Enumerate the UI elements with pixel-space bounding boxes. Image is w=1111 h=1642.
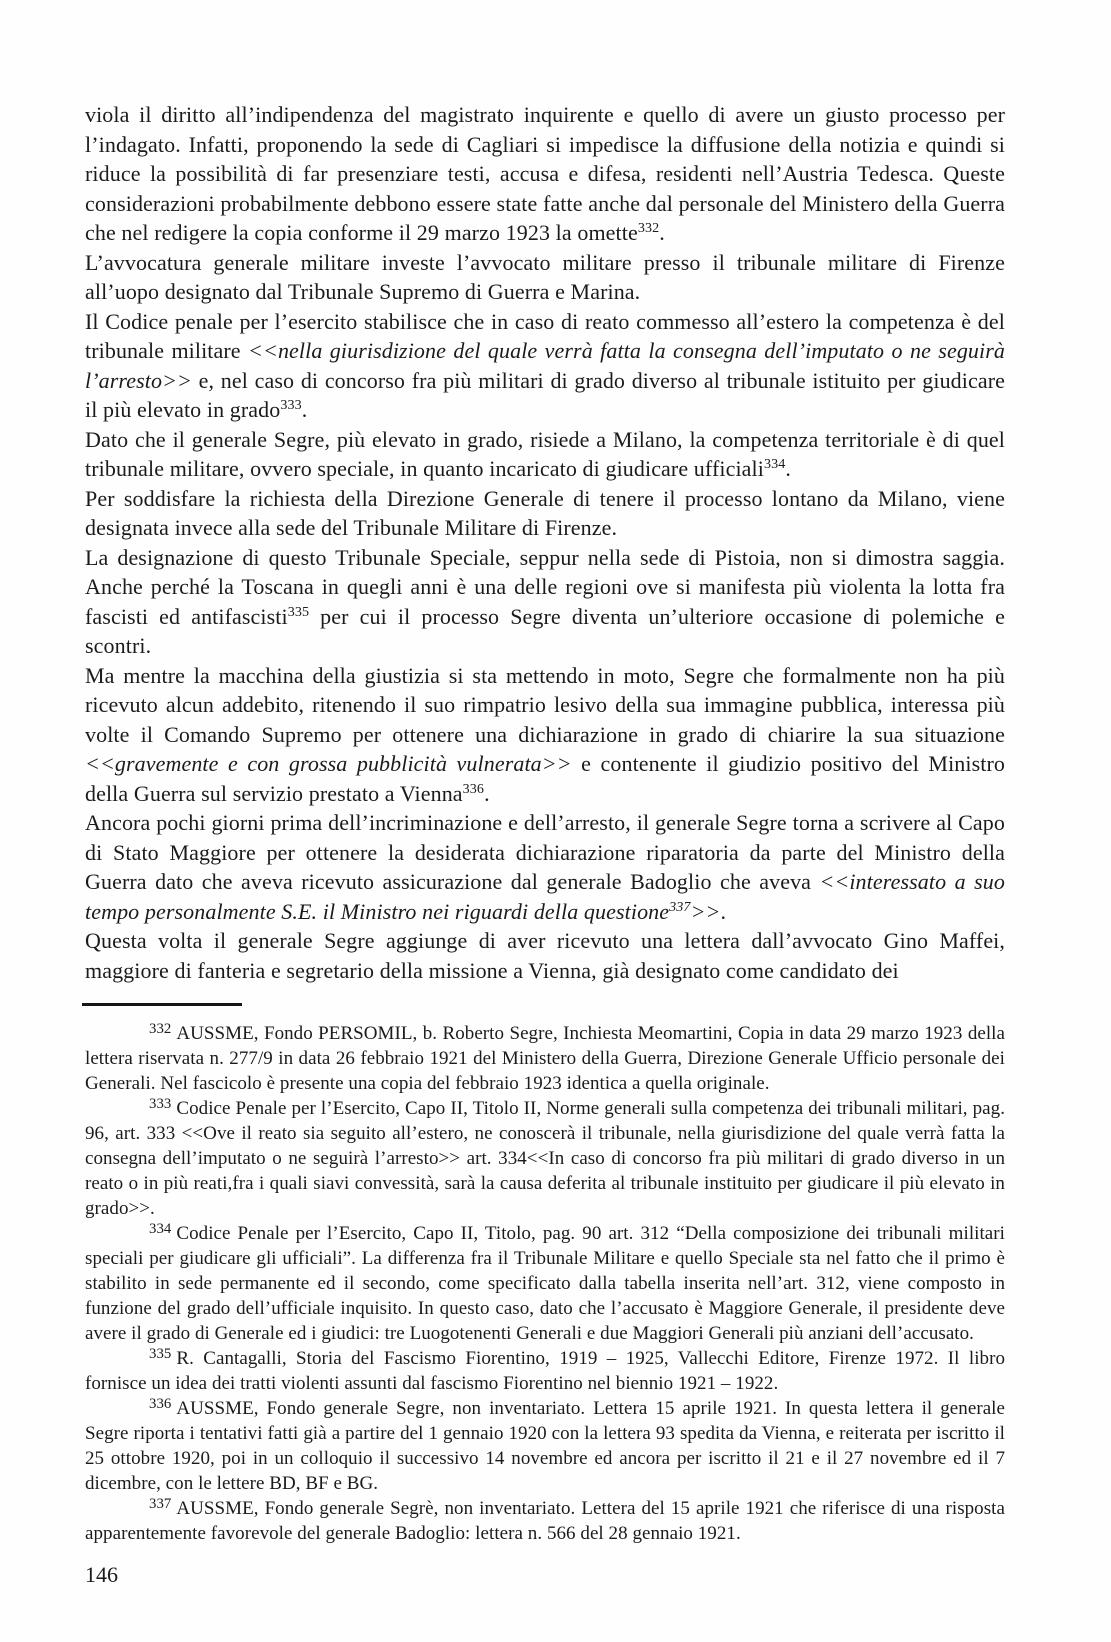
footnote-ref-336: 336 bbox=[462, 780, 485, 797]
footnote-334 bbox=[85, 1221, 1005, 1346]
paragraph-2 bbox=[85, 248, 1005, 307]
footnote-number-336: 336 bbox=[149, 1396, 172, 1413]
footnote-number-335: 335 bbox=[149, 1346, 172, 1363]
text-run: <<nella giurisdizione del quale verrà fatta la consegna dell’imputato o ne seguirà l’arresto>> bbox=[85, 338, 1005, 393]
text-run: La designazione di questo Tribunale Speciale, seppur nella sede di Pistoia, non si dimostra saggia. Anche perché la Toscana in quegli anni è una delle regioni ove si manifesta più violenta la lotta fra fascisti ed antifascisti bbox=[85, 544, 1005, 629]
paragraph-9 bbox=[85, 926, 1005, 985]
text-run: . bbox=[484, 780, 490, 806]
footnote-332 bbox=[85, 1021, 1005, 1096]
footnote-ref-333: 333 bbox=[280, 397, 302, 414]
text-run: . bbox=[720, 898, 727, 924]
footnote-337 bbox=[85, 1496, 1005, 1546]
text-run: . bbox=[659, 220, 665, 245]
text-run: . bbox=[301, 397, 308, 422]
text-run: Questa volta il generale Segre aggiunge di aver ricevuto una lettera dall’avvocato Gino Maffei, maggiore di fanteria e segretario della missione a Vienna, già designato come candidato dei bbox=[85, 928, 1005, 983]
text-run: <<interessato a suo tempo personalmente S.E. il Ministro nei riguardi della questione bbox=[85, 869, 1005, 924]
paragraph-5 bbox=[85, 484, 1005, 543]
text-run: <<gravemente e con grossa pubblicità vulnerata>> bbox=[85, 751, 572, 776]
footnote-number-337: 337 bbox=[149, 1496, 172, 1513]
text-run: Ma mentre la macchina della giustizia si sta mettendo in moto, Segre che formalmente non ha più ricevuto alcun addebito, ritenendo il suo rimpatrio lesivo della sua immagine pubblica, interessa più volte il Comando Supremo per ottenere una dichiarazione in grado di chiarire la sua situazione bbox=[85, 662, 1005, 747]
text-run: L’avvocatura generale militare investe l’avvocato militare presso il tribunale militare di Firenze all’uopo designato dal Tribunale Supremo di Guerra e Marina. bbox=[85, 249, 1005, 304]
footnotes-section bbox=[85, 1021, 1005, 1546]
text-run: Il Codice penale per l’esercito stabilisce che in caso di reato commesso all’estero la competenza è del tribunale militare bbox=[85, 308, 1005, 363]
page-number: 146 bbox=[85, 1562, 118, 1587]
text-run: . bbox=[785, 456, 791, 481]
paragraph-3 bbox=[85, 307, 1005, 425]
footnote-text: Codice Penale per l’Esercito, Capo II, Titolo II, Norme generali sulla competenza dei tribunali militari, pag. 96, art. 333 <<Ove il reato sia seguito all’estero, ne conoscerà il tribunale, nella giurisdizione del quale verrà fatta la consegna dell’imputato o ne seguirà l’arresto>> art. 334<<In caso di concorso fra più militari di grado diverso in un reato o in più reati,fra i quali siavi convessità, sarà la causa deferita al tribunale instituito per giudicare il più elevato in grado>>. bbox=[85, 1098, 1005, 1219]
footnote-336 bbox=[85, 1396, 1005, 1496]
footnote-separator-rule bbox=[82, 1003, 242, 1006]
body-text bbox=[85, 100, 1005, 985]
footnote-text: Codice Penale per l’Esercito, Capo II, Titolo, pag. 90 art. 312 “Della composizione dei tribunali militari speciali per giudicare gli ufficiali”. La differenza fra il Tribunale Militare e quello Speciale sta nel fatto che il primo è stabilito in sede permanente ed il secondo, come specificato dalla tabella inserita nell’art. 312, viene composto in funzione del grado dell’ufficiale inquisito. In questo caso, dato che l’accusato è Maggiore Generale, il presidente deve avere il grado di Generale ed i giudici: tre Luogotenenti Generali e due Maggiori Generali più anziani dell’accusato. bbox=[85, 1223, 1005, 1344]
text-run: Per soddisfare la richiesta della Direzione Generale di tenere il processo lontano da Milano, viene designata invece alla sede del Tribunale Militare di Firenze. bbox=[85, 485, 1005, 540]
text-run: e, nel caso di concorso fra più militari di grado diverso al tribunale istituito per giudicare il più elevato in grado bbox=[85, 367, 1005, 422]
footnote-ref-332: 332 bbox=[637, 220, 660, 237]
paragraph-1 bbox=[85, 100, 1005, 248]
text-run: Ancora pochi giorni prima dell’incriminazione e dell’arresto, il generale Segre torna a scrivere al Capo di Stato Maggiore per ottenere la desiderata dichiarazione riparatoria da parte del Ministro della Guerra dato che aveva ricevuto assicurazione dal generale Badoglio che aveva bbox=[85, 810, 1005, 894]
text-run: >> bbox=[690, 898, 721, 924]
footnote-text: AUSSME, Fondo generale Segre, non inventariato. Lettera 15 aprile 1921. In questa lettera il generale Segre riporta i tentativi fatti già a partire del 1 gennaio 1920 con la lettera 93 spedita da Vienna, e reiterata per iscritto il 25 ottobre 1920, poi in un colloquio il successivo 14 novembre ed ancora per iscritto il 21 e il 27 novembre ed il 7 dicembre, con le lettere BD, BF e BG. bbox=[85, 1398, 1005, 1494]
text-run: viola il diritto all’indipendenza del magistrato inquirente e quello di avere un giusto processo per l’indagato. Infatti, proponendo la sede di Cagliari si impedisce la diffusione della notizia e quindi si riduce la possibilità di far presenziare testi, accusa e difesa, residenti nell’Austria Tedesca. Queste considerazioni probabilmente debbono essere state fatte anche dal personale del Ministero della Guerra che nel redigere la copia conforme il 29 marzo 1923 la omette bbox=[85, 102, 1005, 245]
footnote-number-332: 332 bbox=[149, 1021, 172, 1038]
footnote-number-334: 334 bbox=[149, 1221, 172, 1238]
footnote-text: AUSSME, Fondo generale Segrè, non inventariato. Lettera del 15 aprile 1921 che riferisce di una risposta apparentemente favorevole del generale Badoglio: lettera n. 566 del 28 gennaio 1921. bbox=[85, 1498, 1005, 1544]
footnote-333 bbox=[85, 1096, 1005, 1221]
footnote-ref-334: 334 bbox=[763, 456, 786, 473]
paragraph-7 bbox=[85, 661, 1005, 809]
footnote-number-333: 333 bbox=[149, 1096, 172, 1113]
text-run: Dato che il generale Segre, più elevato in grado, risiede a Milano, la competenza territoriale è di quel tribunale militare, ovvero speciale, in quanto incaricato di giudicare ufficiali bbox=[85, 426, 1005, 481]
paragraph-8 bbox=[85, 808, 1005, 926]
footnote-335 bbox=[85, 1346, 1005, 1396]
footnote-text: R. Cantagalli, Storia del Fascismo Fiorentino, 1919 – 1925, Vallecchi Editore, Firenze 1972. Il libro fornisce un idea dei tratti violenti assunti dal fascismo Fiorentino nel biennio 1921 – 1922. bbox=[85, 1348, 1005, 1394]
footnote-text: AUSSME, Fondo PERSOMIL, b. Roberto Segre, Inchiesta Meomartini, Copia in data 29 marzo 1923 della lettera riservata n. 277/9 in data 26 febbraio 1921 del Ministero della Guerra, Direzione Generale Ufficio personale dei Generali. Nel fascicolo è presente una copia del febbraio 1923 identica a quella originale. bbox=[85, 1023, 1005, 1094]
footnote-ref-335: 335 bbox=[287, 603, 310, 620]
paragraph-4 bbox=[85, 425, 1005, 484]
text-run: per cui il processo Segre diventa un’ulteriore occasione di polemiche e scontri. bbox=[85, 603, 1005, 658]
text-run: e contenente il giudizio positivo del Ministro della Guerra sul servizio prestato a Vienna bbox=[85, 751, 1006, 806]
footnote-ref-337: 337 bbox=[669, 898, 691, 915]
paragraph-6 bbox=[85, 543, 1005, 661]
